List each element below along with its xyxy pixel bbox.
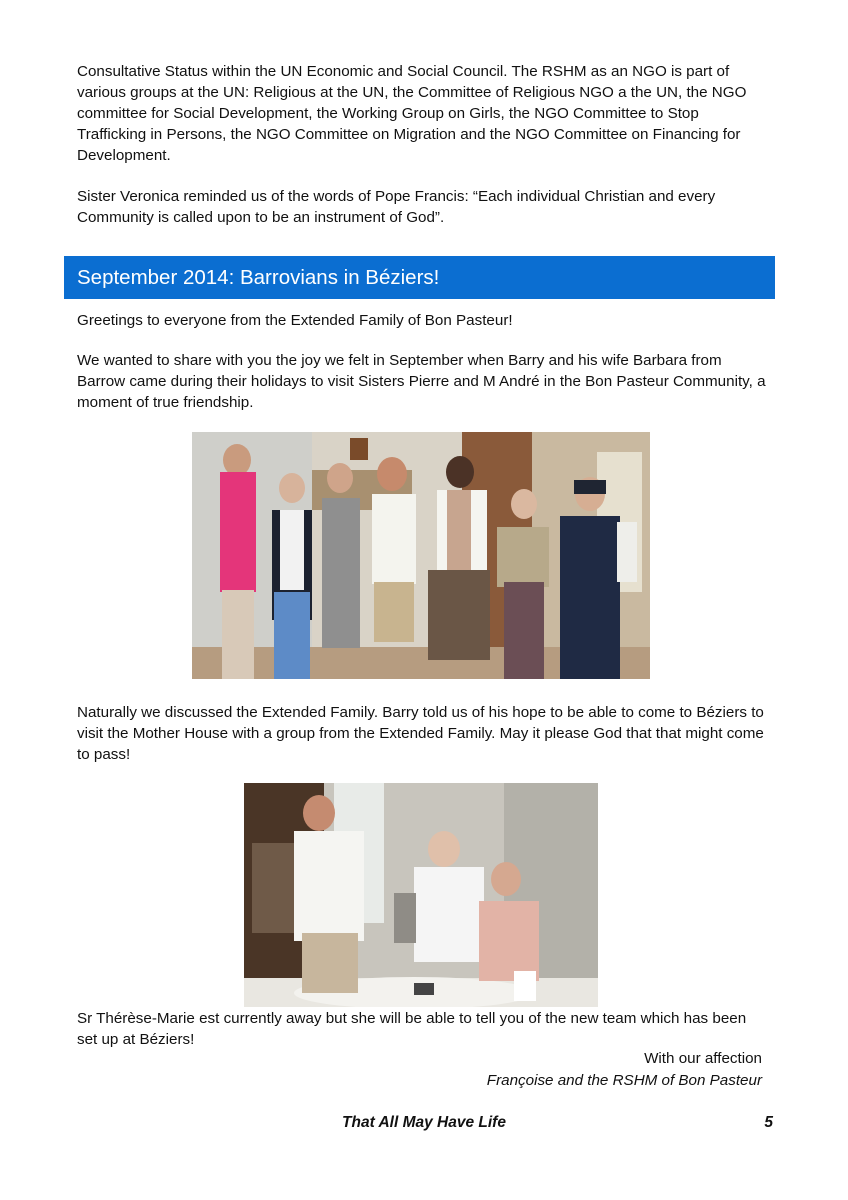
section-heading-banner: September 2014: Barrovians in Béziers! (64, 256, 775, 299)
visit-paragraph: We wanted to share with you the joy we felt in September when Barry and his wife Barbara from Barrow came during their holidays to visit Sisters Pierre and M André in the Bon Pasteur Community, a moment of true friendship. (77, 352, 766, 411)
tea-table-photo (244, 783, 598, 1007)
signoff-affection: With our affection (644, 1050, 762, 1067)
pope-francis-quote-paragraph: Sister Veronica reminded us of the words of Pope Francis: “Each individual Christian and every Community is called upon to be an instrument of God”. (77, 188, 716, 226)
page-number: 5 (764, 1114, 773, 1131)
greetings-paragraph: Greetings to everyone from the Extended Family of Bon Pasteur! (77, 312, 513, 329)
signoff-block (487, 1048, 762, 1092)
footer-title: That All May Have Life (342, 1114, 506, 1131)
intro-paragraph-un-groups: Consultative Status within the UN Economic and Social Council. The RSHM as an NGO is part of various groups at the UN: Religious at the UN, the Committee of Religious NGO a the UN, the NGO committee for Social Development, the Working Group on Girls, the NGO Committee to Stop Trafficking in Persons, the NGO Committee on Migration and the NGO Committee on Financing for Development. (77, 63, 747, 164)
signoff-signature: Françoise and the RSHM of Bon Pasteur (486, 1072, 762, 1089)
new-team-paragraph: Sr Thérèse-Marie est currently away but she will be able to tell you of the new team which has been set up at Béziers! (77, 1010, 747, 1048)
extended-family-paragraph: Naturally we discussed the Extended Family. Barry told us of his hope to be able to come to Béziers to visit the Mother House with a group from the Extended Family. May it please God that that might come to pass! (77, 704, 764, 763)
group-photo (192, 432, 650, 679)
